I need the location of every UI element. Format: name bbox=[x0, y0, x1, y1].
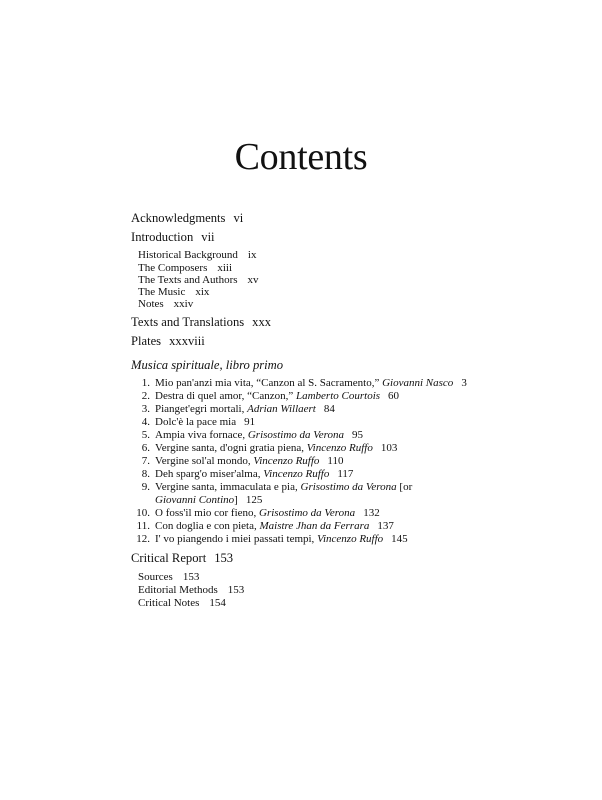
entry-label: Critical Notes bbox=[138, 597, 200, 609]
toc-subentry bbox=[138, 583, 244, 597]
entry-page: 153 bbox=[182, 571, 200, 583]
item-composer: Adrian Willaert bbox=[247, 403, 316, 415]
toc-subentry bbox=[138, 297, 193, 311]
item-page: 84 bbox=[323, 403, 335, 415]
entry-page: xix bbox=[195, 286, 210, 298]
item-number: 5. bbox=[141, 429, 150, 441]
item-number: 7. bbox=[141, 455, 150, 467]
toc-entry-acknowledgments bbox=[131, 211, 243, 225]
item-title: Pianget'egri mortali, bbox=[155, 403, 245, 415]
item-page: 60 bbox=[388, 390, 400, 402]
item-page: 117 bbox=[337, 468, 354, 480]
entry-label: Editorial Methods bbox=[138, 584, 218, 596]
item-number: 10. bbox=[136, 507, 150, 519]
item-composer: Vincenzo Ruffo bbox=[306, 442, 373, 454]
item-title: O foss'il mio cor fieno, bbox=[155, 507, 257, 519]
item-title: I' vo piangendo i miei passati tempi, bbox=[155, 533, 315, 545]
entry-label: The Music bbox=[138, 286, 186, 298]
item-composer: Maistre Jhan da Ferrara bbox=[259, 520, 370, 532]
item-number: 6. bbox=[141, 442, 150, 454]
item-composer: Vincenzo Ruffo bbox=[317, 533, 384, 545]
item-suffix: [or bbox=[399, 481, 413, 493]
entry-page: 153 bbox=[214, 551, 234, 565]
item-page: 137 bbox=[377, 520, 394, 532]
entry-label: Notes bbox=[138, 298, 164, 310]
item-page: 125 bbox=[245, 494, 263, 506]
entry-label: Sources bbox=[138, 571, 173, 583]
item-title: Vergine santa, d'ogni gratia piena, bbox=[155, 442, 305, 454]
entry-label: Critical Report bbox=[131, 551, 207, 565]
item-title: Dolc'è la pace mia bbox=[155, 416, 237, 428]
item-title: Con doglia e con pieta, bbox=[155, 520, 257, 532]
entry-page: ix bbox=[247, 249, 257, 261]
item-composer: Vincenzo Ruffo bbox=[263, 468, 330, 480]
entry-page: xxxviii bbox=[169, 334, 205, 348]
toc-entry-critical-report bbox=[131, 551, 233, 565]
item-page: 145 bbox=[391, 533, 408, 545]
item-title: Deh sparg'o miser'alma, bbox=[155, 468, 261, 480]
entry-page: xv bbox=[247, 274, 259, 286]
item-number: 9. bbox=[141, 481, 150, 493]
item-title: Vergine sol'al mondo, bbox=[155, 455, 251, 467]
toc-subentry bbox=[138, 596, 226, 610]
toc-subentry bbox=[138, 570, 199, 584]
item-title: Vergine santa, immaculata e pia, bbox=[155, 481, 298, 493]
entry-label: Plates bbox=[131, 334, 162, 348]
item-suffix-close: ] bbox=[234, 494, 238, 506]
entry-page: xiii bbox=[217, 262, 233, 274]
entry-page: vii bbox=[201, 230, 215, 244]
item-composer-alt: Giovanni Contino bbox=[155, 494, 235, 506]
item-number: 2. bbox=[141, 390, 150, 402]
collection-heading: Musica spirituale, libro primo bbox=[131, 358, 284, 372]
item-page: 110 bbox=[327, 455, 344, 467]
item-number: 12. bbox=[136, 533, 150, 545]
item-composer: Grisostimo da Verona bbox=[247, 429, 345, 441]
item-composer: Lamberto Courtois bbox=[295, 390, 381, 402]
toc-subentry bbox=[138, 248, 256, 262]
toc-entry-texts-translations bbox=[131, 315, 271, 329]
item-composer: Vincenzo Ruffo bbox=[253, 455, 320, 467]
toc-entry-introduction bbox=[131, 230, 215, 244]
entry-page: 153 bbox=[227, 584, 245, 596]
page-title: Contents bbox=[234, 136, 368, 178]
item-title: Ampia viva fornace, bbox=[155, 429, 246, 441]
entry-label: Texts and Translations bbox=[131, 315, 245, 329]
item-page: 91 bbox=[244, 416, 256, 428]
item-number: 8. bbox=[141, 468, 150, 480]
entry-page: xxiv bbox=[173, 298, 194, 310]
item-page: 103 bbox=[380, 442, 398, 454]
entry-page: vi bbox=[233, 211, 244, 225]
entry-page: 154 bbox=[209, 597, 226, 609]
item-page: 95 bbox=[352, 429, 364, 441]
entry-label: Acknowledgments bbox=[131, 211, 226, 225]
item-page: 3 bbox=[461, 377, 467, 389]
item-composer: Grisostimo da Verona bbox=[259, 507, 356, 519]
item-title: Destra di quel amor, “Canzon,” bbox=[155, 390, 294, 402]
entry-label: The Texts and Authors bbox=[138, 274, 238, 286]
entry-page: xxx bbox=[252, 315, 272, 329]
item-title: Mio pan'anzi mia vita, “Canzon al S. Sacramento,” bbox=[155, 377, 380, 389]
entry-label: Introduction bbox=[131, 230, 194, 244]
item-number: 3. bbox=[141, 403, 150, 415]
item-page: 132 bbox=[363, 507, 380, 519]
item-composer: Giovanni Nasco bbox=[382, 377, 454, 389]
item-number: 11. bbox=[136, 520, 150, 532]
item-number: 4. bbox=[141, 416, 150, 428]
item-composer: Grisostimo da Verona bbox=[300, 481, 397, 493]
entry-label: The Composers bbox=[138, 262, 208, 274]
entry-label: Historical Background bbox=[138, 249, 238, 261]
toc-entry-plates bbox=[131, 334, 205, 348]
item-number: 1. bbox=[141, 377, 150, 389]
